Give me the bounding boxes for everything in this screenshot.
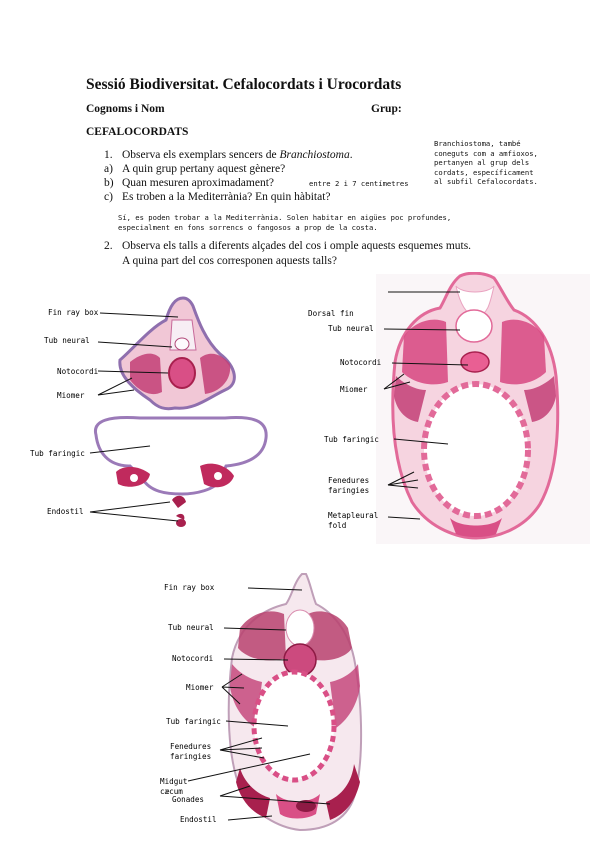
label-metapleural: Metapleural [328, 511, 379, 520]
answer-b: entre 2 i 7 centímetres [309, 179, 409, 188]
section-heading: CEFALOCORDATS [86, 126, 189, 138]
name-field-label: Cognoms i Nom [86, 103, 165, 115]
question-1b [104, 177, 274, 189]
label-notocordi: Notocordi [340, 358, 382, 367]
question-1-genus: Branchiostoma [279, 149, 350, 161]
label-endostil: Endostil [47, 507, 84, 516]
question-1c-letter: c) [104, 191, 113, 203]
answer-c-line: especialment en fons sorrencs o fangosos a prop de la costa. [118, 222, 378, 232]
question-1b-letter: b) [104, 177, 114, 189]
answer-a-line: cordats, específicament [434, 167, 534, 177]
label-fenedures: Fenedures [170, 742, 212, 751]
question-1-end: . [349, 149, 353, 161]
label-tub-faringic: Tub faringic [324, 435, 379, 444]
label-dorsal-fin: Dorsal fin [308, 309, 354, 318]
question-1b-text: Quan mesuren aproximadament? [122, 177, 274, 189]
question-1 [104, 149, 353, 161]
section-3-tissue [229, 574, 361, 830]
label-fenedures: Fenedures [328, 476, 370, 485]
group-field-label: Grup: [371, 103, 402, 115]
label-midgut: Midgut [160, 777, 188, 786]
label-fin-ray-box: Fin ray box [48, 308, 99, 317]
question-2-number: 2. [104, 240, 113, 252]
label-miomer: Miomer [340, 385, 368, 394]
question-2 [104, 240, 471, 252]
label-faringies: faringies [170, 752, 212, 761]
label-tub-faringic: Tub faringic [30, 449, 85, 458]
question-1a-letter: a) [104, 163, 113, 175]
label-faringies: faringies [328, 486, 370, 495]
label-tub-neural: Tub neural [44, 336, 90, 345]
question-1-number: 1. [104, 149, 113, 161]
question-1a-text: A quin grup pertany aquest gènere? [122, 163, 286, 175]
label-tub-faringic: Tub faringic [166, 717, 221, 726]
label-fold: fold [328, 521, 347, 530]
answer-a [434, 139, 538, 187]
cross-section-figure-1 [0, 280, 300, 540]
answer-a-line: pertanyen al grup dels [434, 158, 530, 168]
answer-c-line: Sí, es poden trobar a la Mediterrània. Solen habitar en aigües poc profundes, [118, 213, 452, 222]
question-1c-text: Es troben a la Mediterrània? En quin hàbitat? [122, 191, 331, 203]
label-tub-neural: Tub neural [168, 623, 214, 632]
page-title: Sessió Biodiversitat. Cefalocordats i Urocordats [86, 76, 402, 93]
question-2-line2: A quina part del cos corresponen aquests talls? [122, 255, 337, 267]
question-1a [104, 163, 285, 175]
question-2-line1: Observa els talls a diferents alçades del cos i omple aquests esquemes muts. [122, 240, 472, 252]
section-1-tissue [95, 298, 266, 527]
label-endostil: Endostil [180, 815, 217, 824]
label-miomer: Miomer [186, 683, 214, 692]
cross-section-figure-2 [300, 272, 599, 548]
answer-c [118, 213, 451, 232]
label-tub-neural: Tub neural [328, 324, 374, 333]
cross-section-figure-3 [140, 568, 380, 840]
label-gonades: Gonades [172, 795, 205, 804]
answer-a-line: Branchiostoma, també [434, 139, 521, 148]
question-1-text: Observa els exemplars sencers de [122, 149, 280, 161]
label-notocordi: Notocordi [172, 654, 214, 663]
label-caecum: cæcum [160, 787, 183, 796]
question-1c [104, 191, 331, 203]
label-notocordi: Notocordi [57, 367, 99, 376]
label-miomer: Miomer [57, 391, 85, 400]
answer-a-line: al subfil Cefalocordats. [434, 177, 538, 187]
label-fin-ray-box: Fin ray box [164, 583, 215, 592]
answer-a-line: coneguts com a amfioxos, [434, 148, 538, 158]
